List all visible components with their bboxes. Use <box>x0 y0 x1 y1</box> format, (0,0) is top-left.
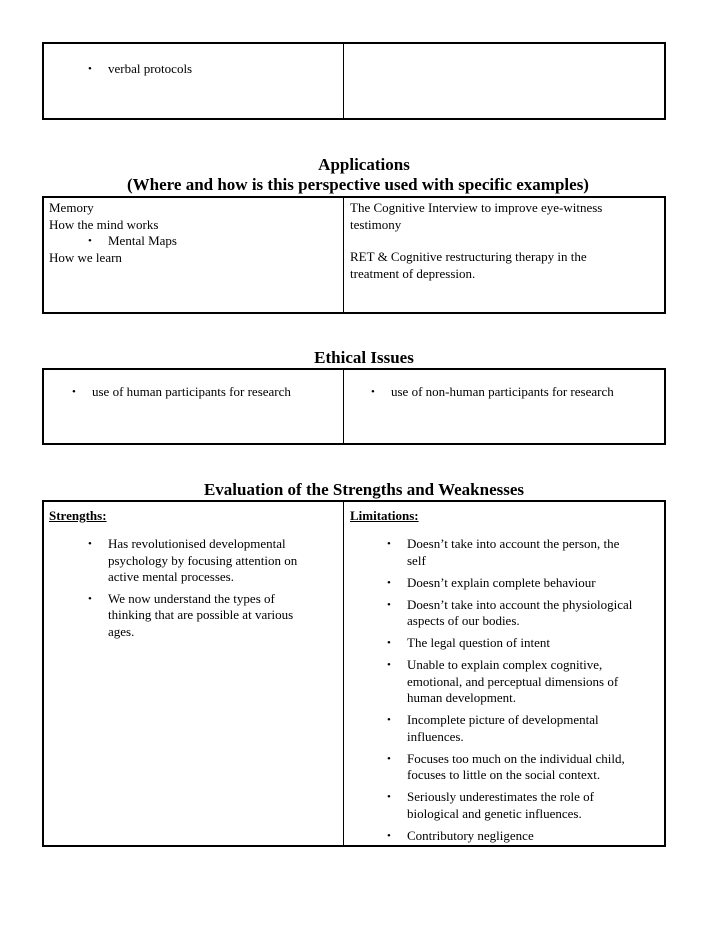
list-item <box>88 61 193 78</box>
list-item <box>371 384 614 401</box>
bullet-line: thinking that are possible at various <box>108 607 294 622</box>
bullet-line: The legal question of intent <box>407 635 550 650</box>
bullet-icon: • <box>387 538 391 550</box>
top-table <box>42 42 666 120</box>
bullet-line: Unable to explain complex cognitive, <box>407 657 603 672</box>
applications-title: Applications <box>318 155 410 174</box>
limitations-list <box>350 536 664 844</box>
bullet-line: ages. <box>108 623 135 639</box>
ethical-left-cell <box>44 370 344 443</box>
applications-line: Memory <box>49 200 94 215</box>
bullet-text: use of non-human participants for research <box>391 384 614 399</box>
bullet-line: self <box>407 552 426 568</box>
strengths-cell <box>44 502 344 845</box>
bullet-line: focuses to little on the social context. <box>407 767 601 782</box>
list-item <box>88 536 343 586</box>
list-item <box>387 657 664 707</box>
top-table-right-cell <box>344 44 664 118</box>
bullet-icon: • <box>387 829 391 842</box>
bullet-line: aspects of our bodies. <box>407 613 520 628</box>
bullet-icon: • <box>88 538 92 550</box>
bullet-line: active mental processes. <box>108 569 234 584</box>
limitations-label: Limitations: <box>350 508 419 523</box>
strengths-label: Strengths: <box>49 508 107 523</box>
evaluation-title: Evaluation of the Strengths and Weaknesses <box>203 480 525 499</box>
bullet-icon: • <box>387 576 391 589</box>
applications-subtitle: (Where and how is this perspective used with specific examples) <box>127 175 589 194</box>
list-item <box>387 827 664 845</box>
bullet-line: Seriously underestimates the role of <box>407 789 595 804</box>
bullet-line: Contributory negligence <box>407 827 534 843</box>
list-item <box>387 750 664 784</box>
evaluation-table <box>42 500 666 847</box>
bullet-icon: • <box>72 386 76 398</box>
applications-line: treatment of depression. <box>350 265 476 281</box>
list-item <box>387 712 664 745</box>
bullet-text: use of human participants for research <box>92 384 291 399</box>
bullet-icon: • <box>387 752 391 765</box>
bullet-text: verbal protocols <box>108 61 193 76</box>
bullet-icon: • <box>387 598 391 611</box>
bullet-icon: • <box>387 714 391 726</box>
applications-line: How the mind works <box>49 216 159 232</box>
applications-table <box>42 196 666 314</box>
bullet-icon: • <box>387 659 391 671</box>
bullet-icon: • <box>88 235 92 247</box>
bullet-text: Mental Maps <box>108 233 177 248</box>
list-item <box>387 536 664 569</box>
bullet-line: biological and genetic influences. <box>407 805 582 821</box>
list-item <box>387 635 664 652</box>
applications-right-cell <box>344 198 664 312</box>
bullet-line: Doesn’t take into account the person, the <box>407 536 620 551</box>
list-item <box>387 789 664 822</box>
applications-heading <box>0 155 728 195</box>
bullet-line: psychology by focusing attention on <box>108 552 298 568</box>
applications-line: The Cognitive Interview to improve eye-witness <box>350 200 603 215</box>
limitations-cell <box>344 502 664 845</box>
bullet-line: human development. <box>407 690 517 705</box>
ethical-table <box>42 368 666 445</box>
bullet-line: Has revolutionised developmental <box>108 536 286 551</box>
applications-left-cell <box>44 198 344 312</box>
ethical-right-cell <box>344 370 664 443</box>
applications-line: RET & Cognitive restructuring therapy in the <box>350 249 587 264</box>
bullet-line: emotional, and perceptual dimensions of <box>407 673 619 689</box>
list-item <box>387 596 664 630</box>
bullet-icon: • <box>371 386 375 398</box>
bullet-line: Focuses too much on the individual child, <box>407 750 625 766</box>
list-item <box>72 384 291 401</box>
list-item <box>387 574 664 592</box>
bullet-line: Doesn’t explain complete behaviour <box>407 574 596 590</box>
list-item <box>88 590 343 641</box>
applications-line: testimony <box>350 216 402 232</box>
bullet-line: We now understand the types of <box>108 590 275 606</box>
bullet-line: influences. <box>407 728 464 744</box>
bullet-icon: • <box>387 637 391 649</box>
ethical-heading <box>0 348 728 368</box>
bullet-icon: • <box>88 63 92 75</box>
ethical-title: Ethical Issues <box>314 348 414 367</box>
list-item <box>88 233 343 250</box>
bullet-icon: • <box>387 791 391 803</box>
top-table-left-cell <box>44 44 344 118</box>
bullet-icon: • <box>88 592 92 605</box>
evaluation-heading <box>0 480 728 500</box>
applications-line: How we learn <box>49 249 122 265</box>
bullet-line: Doesn’t take into account the physiological <box>407 596 633 612</box>
strengths-list <box>49 536 343 640</box>
bullet-line: Incomplete picture of developmental <box>407 712 599 727</box>
